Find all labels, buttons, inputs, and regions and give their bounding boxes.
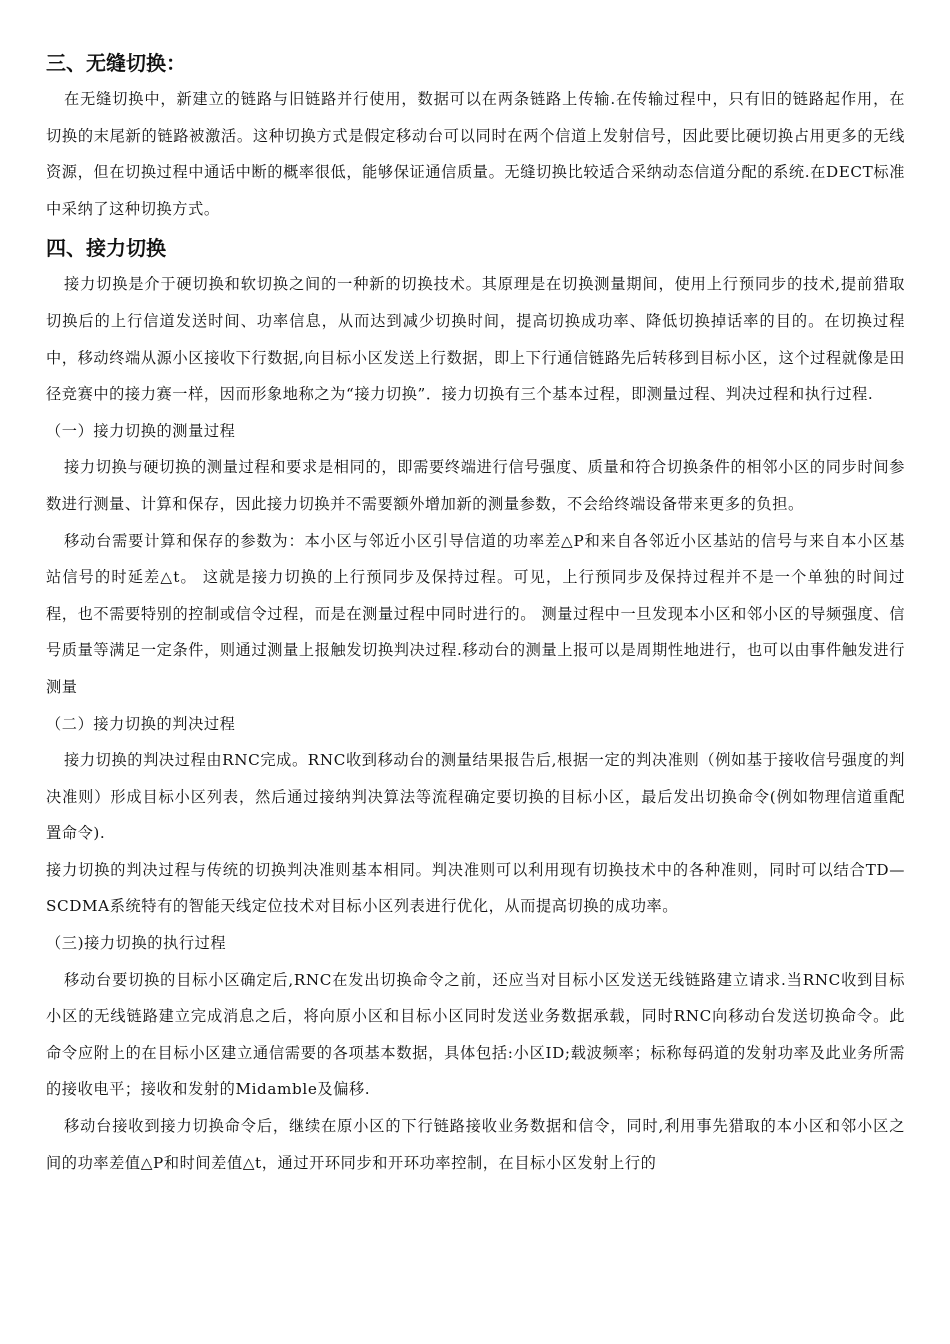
subsection-2-paragraph-1: 接力切换的判决过程由RNC完成。RNC收到移动台的测量结果报告后,根据一定的判决准则（例如基于接收信号强度的判决准则）形成目标小区列表，然后通过接纳判决算法等流程确定要切换的目标小区，最后发出切换命令(例如物理信道重配置命令).	[46, 751, 905, 843]
subsection-3-title: （三)接力切换的执行过程	[46, 934, 227, 953]
subsection-3-paragraph-1: 移动台要切换的目标小区确定后,RNC在发出切换命令之前，还应当对目标小区发送无线链路建立请求.当RNC收到目标小区的无线链路建立完成消息之后，将向原小区和目标小区同时发送业务数据承载，同时RNC向移动台发送切换命令。此命令应附上的在目标小区建立通信需要的各项基本数据，具体包括:小区ID;载波频率；标称每码道的发射功率及此业务所需的接收电平；接收和发射的Midamble及偏移.	[46, 970, 905, 1099]
subsection-1-paragraph-2: 移动台需要计算和保存的参数为：本小区与邻近小区引导信道的功率差△P和来自各邻近小区基站的信号与来自本小区基站信号的时延差△t。 这就是接力切换的上行预同步及保持过程。可见，上行预同步及保持过程并不是一个单独的时间过程，也不需要特别的控制或信令过程，而是在测量过程中同时进行的。 测量过程中一旦发现本小区和邻小区的导频强度、信号质量等满足一定条件，则通过测量上报触发切换判决过程.移动台的测量上报可以是周期性地进行，也可以由事件触发进行测量	[46, 531, 905, 696]
subsection-1-paragraph-1: 接力切换与硬切换的测量过程和要求是相同的，即需要终端进行信号强度、质量和符合切换条件的相邻小区的同步时间参数进行测量、计算和保存，因此接力切换并不需要额外增加新的测量参数，不会给终端设备带来更多的负担。	[46, 458, 905, 513]
section-3-title: 三、无缝切换：	[46, 51, 186, 75]
subsection-2-title: （二）接力切换的判决过程	[46, 714, 236, 733]
section-3-paragraph: 在无缝切换中，新建立的链路与旧链路并行使用，数据可以在两条链路上传输.在传输过程中，只有旧的链路起作用，在切换的末尾新的链路被激活。这种切换方式是假定移动台可以同时在两个信道上发射信号，因此要比硬切换占用更多的无线资源，但在切换过程中通话中断的概率很低，能够保证通信质量。无缝切换比较适合采纳动态信道分配的系统.在DECT标准中采纳了这种切换方式。	[46, 90, 905, 218]
section-4-title: 四、接力切换	[46, 236, 166, 261]
subsection-1-title: （一）接力切换的测量过程	[46, 421, 236, 440]
subsection-3-paragraph-2: 移动台接收到接力切换命令后，继续在原小区的下行链路接收业务数据和信令，同时,利用事先猎取的本小区和邻小区之间的功率差值△P和时间差值△t，通过开环同步和开环功率控制，在目标小区发射上行的	[46, 1117, 905, 1172]
subsection-2-paragraph-2: 接力切换的判决过程与传统的切换判决准则基本相同。判决准则可以利用现有切换技术中的各种准则，同时可以结合TD—SCDMA系统特有的智能天线定位技术对目标小区列表进行优化，从而提高切换的成功率。	[46, 860, 905, 916]
section-4-paragraph: 接力切换是介于硬切换和软切换之间的一种新的切换技术。其原理是在切换测量期间，使用上行预同步的技术,提前猎取切换后的上行信道发送时间、功率信息，从而达到减少切换时间，提高切换成功率、降低切换掉话率的目的。在切换过程中，移动终端从源小区接收下行数据,向目标小区发送上行数据，即上下行通信链路先后转移到目标小区，这个过程就像是田径竞赛中的接力赛一样，因而形象地称之为“接力切换”．接力切换有三个基本过程，即测量过程、判决过程和执行过程.	[46, 275, 905, 404]
